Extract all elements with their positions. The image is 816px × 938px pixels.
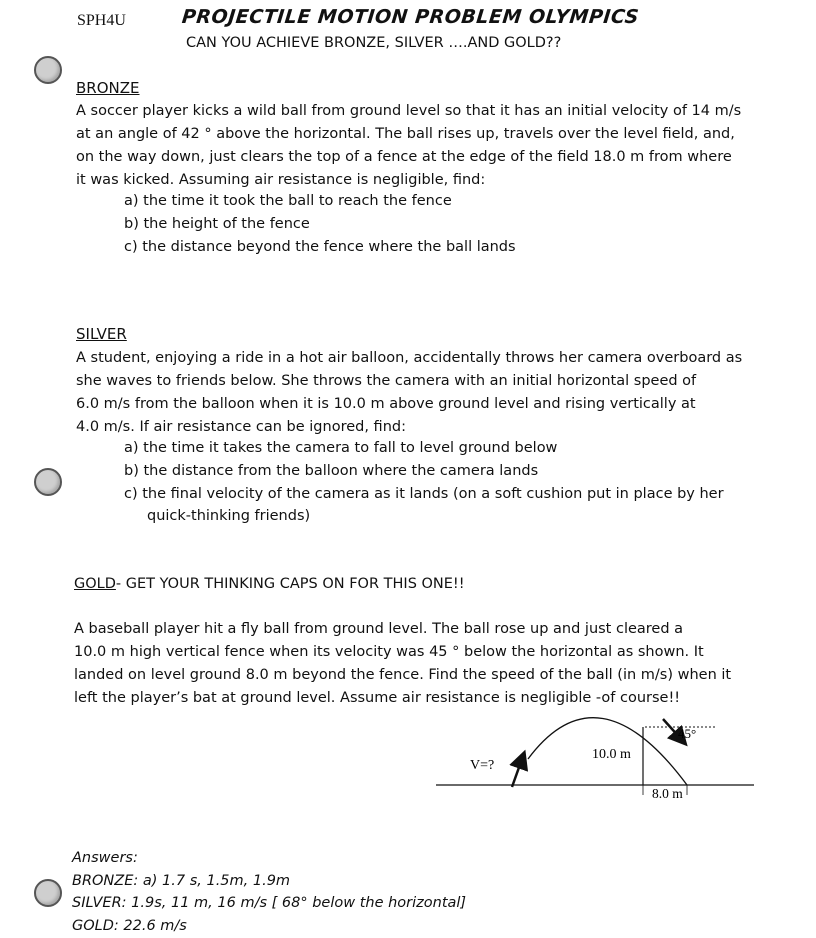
page-subtitle: CAN YOU ACHIEVE BRONZE, SILVER ….AND GOLD?? [186,35,562,51]
bronze-question-a: a) the time it took the ball to reach the fence [124,193,452,209]
silver-heading: SILVER [76,325,127,343]
bronze-line: it was kicked. Assuming air resistance is negligible, find: [76,172,486,188]
angle-label: 45° [678,726,697,741]
silver-question-a: a) the time it takes the camera to fall to level ground below [124,440,558,456]
bronze-heading: BRONZE [76,79,140,97]
binder-hole-bottom [34,879,62,907]
page-title: PROJECTILE MOTION PROBLEM OLYMPICS [180,6,641,28]
silver-line: A student, enjoying a ride in a hot air balloon, accidentally throws her camera overboard as [76,350,743,366]
gold-line: A baseball player hit a fly ball from ground level. The ball rose up and just cleared a [74,621,684,637]
answer-bronze: BRONZE: a) 1.7 s, 1.5m, 1.9m [72,872,291,889]
bronze-line: at an angle of 42 ° above the horizontal. The ball rises up, travels over the level field, and, [76,126,735,142]
velocity-label: V=? [470,758,495,773]
gold-heading: GOLD [74,576,116,592]
bronze-line: on the way down, just clears the top of a fence at the edge of the field 18.0 m from where [76,149,732,165]
answer-silver: SILVER: 1.9s, 11 m, 16 m/s [ 68° below the horizontal] [72,895,467,911]
silver-question-b: b) the distance from the balloon where the camera lands [124,463,539,479]
fence-height-label: 10.0 m [592,747,631,762]
silver-question-c: c) the final velocity of the camera as it lands (on a soft cushion put in place by her [124,486,724,502]
binder-hole-top [34,56,62,84]
silver-question-c-continued: quick-thinking friends) [147,508,311,524]
gold-heading-row [74,576,465,592]
answer-gold: GOLD: 22.6 m/s [72,917,187,934]
bronze-question-b: b) the height of the fence [124,216,310,232]
bronze-line: A soccer player kicks a wild ball from ground level so that it has an initial velocity of 14 m/s [76,103,742,119]
silver-line: 4.0 m/s. If air resistance can be ignored, find: [76,419,406,435]
gold-line: left the player’s bat at ground level. Assume air resistance is negligible -of course!! [74,690,681,706]
gold-line: 10.0 m high vertical fence when its velocity was 45 ° below the horizontal as shown. It [74,644,704,660]
silver-line: she waves to friends below. She throws the camera with an initial horizontal speed of [76,373,697,389]
course-code: SPH4U [77,12,126,29]
gold-line: landed on level ground 8.0 m beyond the fence. Find the speed of the ball (in m/s) when it [74,667,732,683]
bronze-problem [76,100,741,192]
bronze-question-c: c) the distance beyond the fence where the ball lands [124,239,516,255]
silver-problem [76,347,742,439]
gold-heading-rest: - GET YOUR THINKING CAPS ON FOR THIS ONE!! [115,576,465,592]
answers-heading: Answers: [72,850,138,866]
answers-block [72,847,466,937]
silver-line: 6.0 m/s from the balloon when it is 10.0 m above ground level and rising vertically at [76,396,696,412]
binder-hole-middle [34,468,62,496]
launch-velocity-arrow [512,759,522,787]
projectile-diagram [430,705,760,810]
distance-label: 8.0 m [652,786,683,801]
gold-problem [74,618,731,710]
